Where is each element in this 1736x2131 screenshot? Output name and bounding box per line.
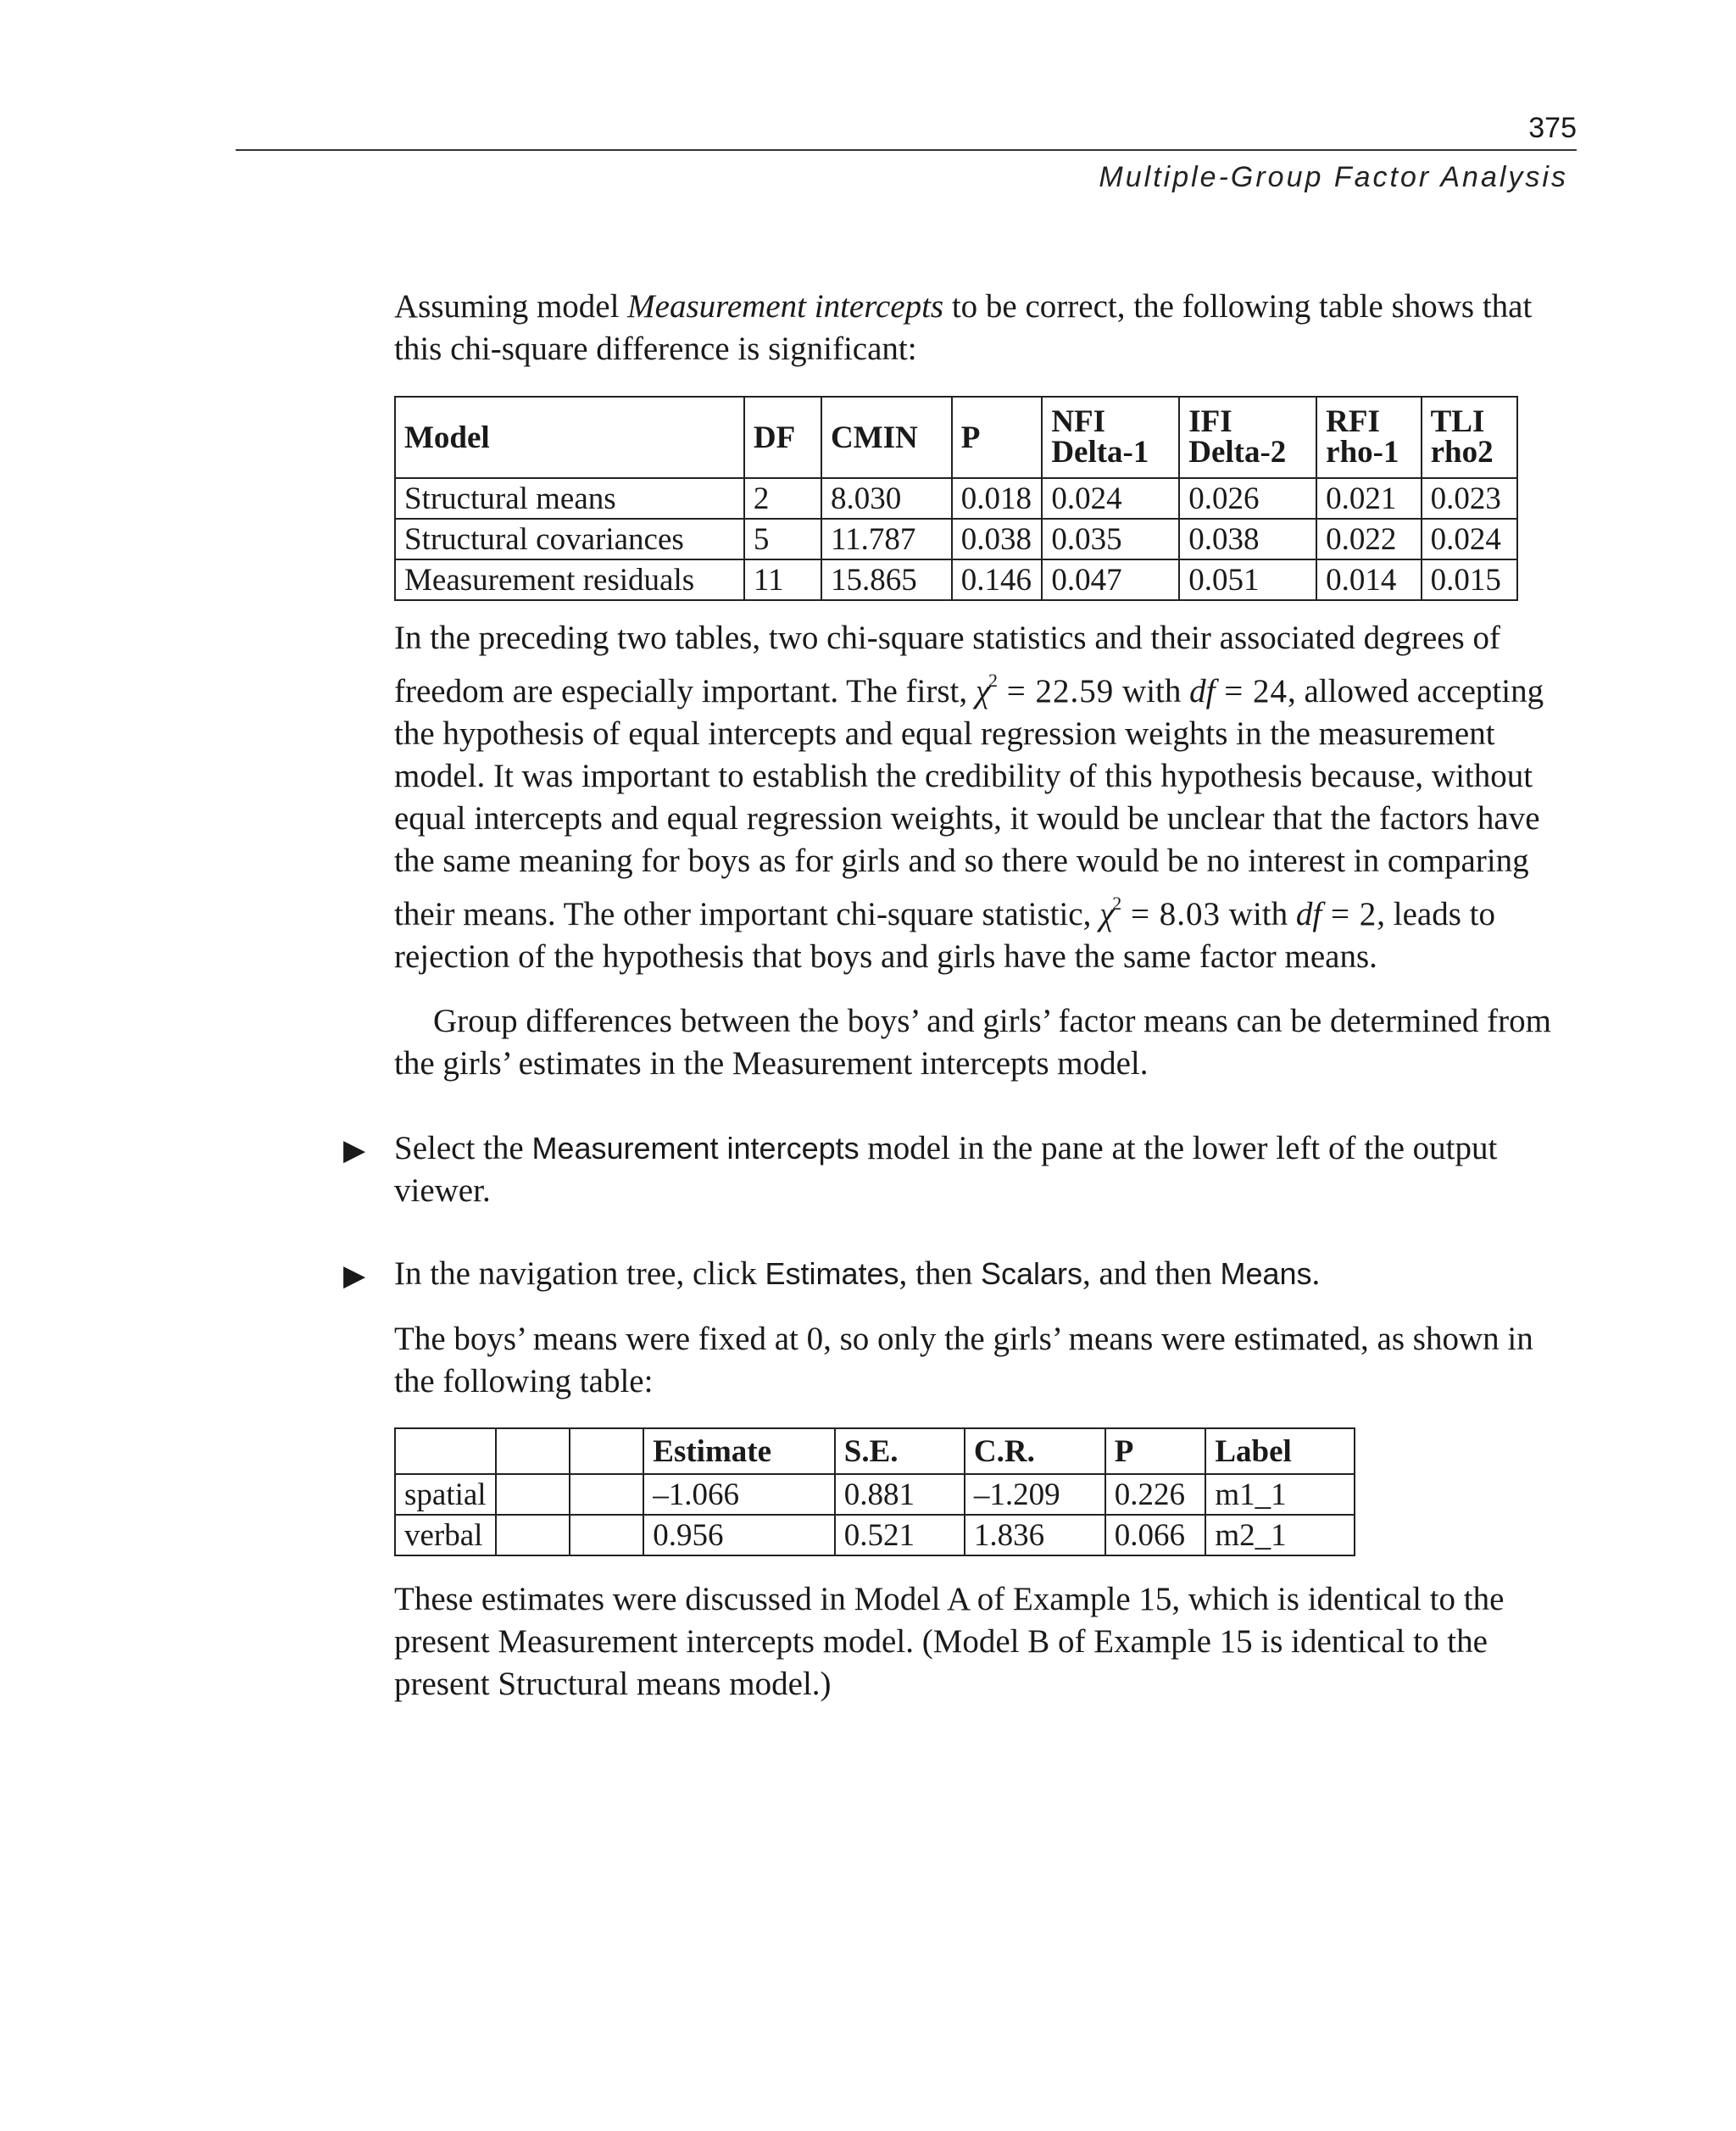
intro-paragraph: Assuming model Measurement intercepts to be correct, the following table shows that this chi-square difference is significant: <box>394 288 1533 367</box>
group-differences-paragraph: Group differences between the boys’ and girls’ factor means can be determined from the girls’ estimates in the Measurement intercepts model. <box>394 1003 1551 1082</box>
table-header-row <box>395 397 1517 478</box>
header-rule <box>236 149 1577 151</box>
ui-reference: Means <box>1220 1256 1312 1291</box>
col-header: TLI rho2 <box>1422 397 1517 478</box>
col-header: CMIN <box>821 397 952 478</box>
table-row: Structural means 2 8.030 0.018 0.024 0.026 0.021 0.023 <box>395 478 1517 519</box>
ui-reference: Scalars <box>980 1256 1082 1291</box>
bullet-arrow-icon: ▶ <box>343 1259 366 1293</box>
ui-reference: Measurement intercepts <box>531 1131 860 1166</box>
table-header-row: Estimate S.E. C.R. P Label <box>395 1428 1355 1474</box>
running-title: Multiple-Group Factor Analysis <box>1099 161 1568 193</box>
ui-reference: Estimates <box>765 1256 899 1291</box>
col-header: RFI rho-1 <box>1316 397 1421 478</box>
bullet-arrow-icon: ▶ <box>343 1133 366 1167</box>
col-header: IFI Delta-2 <box>1179 397 1316 478</box>
chi-symbol: χ <box>975 673 991 709</box>
page-number: 375 <box>1528 112 1577 144</box>
means-paragraph: The boys’ means were fixed at 0, so only the girls’ means were estimated, as shown in the following table: <box>394 1321 1533 1399</box>
col-header: P <box>952 397 1043 478</box>
fit-indices-table <box>394 396 1518 601</box>
table-row: Structural covariances 5 11.787 0.038 0.035 0.038 0.022 0.024 <box>395 519 1517 559</box>
chi-square-paragraph: In the preceding two tables, two chi-square statistics and their associated degrees of freedom are especially important. The first, $\chi^2 = 22.59$ with df = 24, allowed accepting the hypothesis of equal intercepts and equal regression weights in the measurement model. It was important to establish the credibility of this hypothesis because, without equal intercepts and equal regression weights, it would be unclear that the factors have the same meaning for boys as for girls and so there would be no interest in comparing their means. The other important chi-square statistic, $\chi^2 = 8.03$ with df = 2, leads to rejection of the hypothesis that boys and girls have the same factor means. <box>394 620 1544 975</box>
model-name: Measurement intercepts <box>627 288 944 325</box>
table-row: Measurement residuals 11 15.865 0.146 0.047 0.051 0.014 0.015 <box>395 559 1517 600</box>
conclusion-paragraph: These estimates were discussed in Model A of Example 15, which is identical to the present Measurement intercepts model. (Model B of Example 15 is identical to the present Structural means model.) <box>394 1581 1505 1702</box>
col-header: NFI Delta-1 <box>1042 397 1179 478</box>
table-row: spatial –1.066 0.881 –1.209 0.226 m1_1 <box>395 1474 1355 1515</box>
means-table <box>394 1427 1355 1556</box>
col-header: Model <box>395 397 744 478</box>
step-text: Select the Measurement intercepts model in the pane at the lower left of the output viewer. <box>394 1130 1498 1209</box>
col-header: DF <box>744 397 821 478</box>
step-text: In the navigation tree, click Estimates, then Scalars, and then Means. <box>394 1255 1321 1292</box>
table-row: verbal 0.956 0.521 1.836 0.066 m2_1 <box>395 1515 1355 1555</box>
